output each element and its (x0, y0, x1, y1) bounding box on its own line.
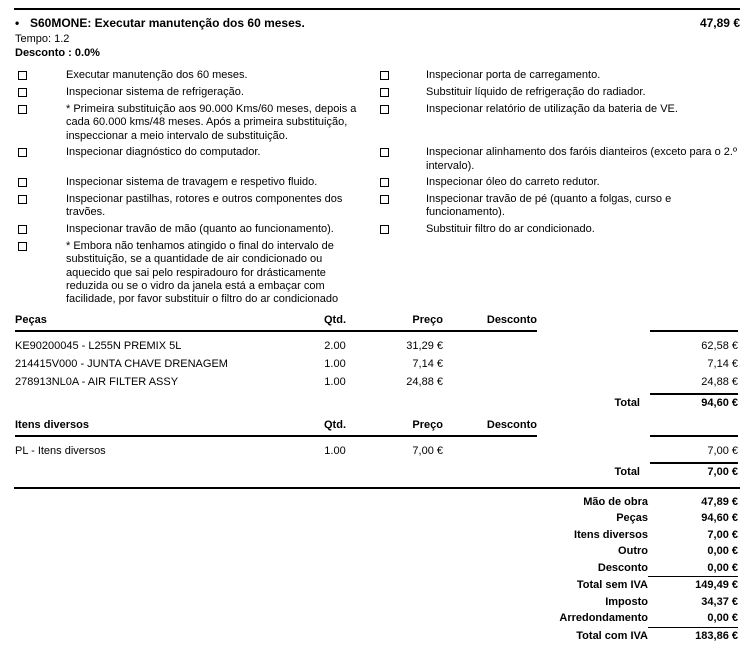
misc-header-name: Itens diversos (15, 418, 89, 431)
summary-row (0, 610, 756, 628)
checklist-item-left: Inspecionar pastilhas, rotores e outros componentes dos travões. (66, 193, 343, 219)
job-price: 47,89 € (699, 16, 740, 30)
checkbox-right[interactable] (380, 195, 389, 204)
summary-value: 34,37 € (701, 595, 738, 608)
checkbox-left[interactable] (18, 148, 27, 157)
top-divider (14, 8, 740, 10)
column-gap (365, 103, 380, 143)
summary-label: Peças (616, 512, 648, 525)
parts-section (0, 313, 756, 412)
summary-row (0, 577, 756, 594)
misc-header-price: Preço (412, 418, 443, 431)
checkbox-right[interactable] (380, 71, 389, 80)
misc-total-label: Total (614, 465, 640, 478)
part-qty: 2.00 (324, 339, 346, 352)
summary-label: Total sem IVA (576, 579, 648, 592)
parts-header-discount: Desconto (486, 313, 537, 326)
checkbox-right[interactable] (380, 225, 389, 234)
summary-value: 7,00 € (707, 528, 738, 541)
checkbox-left[interactable] (18, 105, 27, 114)
parts-rows (0, 337, 756, 391)
summary-row (0, 527, 756, 544)
part-qty: 1.00 (324, 357, 346, 370)
part-discount (443, 373, 537, 391)
misc-header-discount: Desconto (486, 418, 537, 431)
parts-row (0, 373, 756, 391)
summary-label: Total com IVA (576, 629, 648, 642)
summary-value: 149,49 € (695, 579, 738, 592)
column-gap (365, 176, 380, 190)
summary-label: Arredondamento (559, 612, 648, 625)
column-gap (365, 146, 380, 173)
summary-row (0, 543, 756, 560)
checklist-item-left: Inspecionar sistema de travagem e respetivo fluido. (66, 176, 318, 189)
summary-value: 47,89 € (701, 495, 738, 508)
column-gap (365, 223, 380, 237)
parts-header-qty: Qtd. (324, 313, 346, 326)
checkbox-left[interactable] (18, 88, 27, 97)
checklist-item-right: Substituir líquido de refrigeração do radiador. (426, 86, 646, 98)
misc-item-name: PL - Itens diversos (15, 444, 106, 457)
misc-item-amount: 7,00 € (707, 444, 738, 457)
checklist-item-left: * Embora não tenhamos atingido o final do intervalo de substituição, se a quantidade de air condicionado ou aquecido que sai pelo respiradouro for drásticamente reduzida ou se o vidro da janela está a embaçar com facilidade, por favor substituir o filtro do ar condicionado (66, 239, 339, 306)
checklist-item-left: Executar manutenção dos 60 meses. (66, 69, 248, 81)
checkbox-left[interactable] (18, 242, 27, 251)
checklist-row (0, 240, 756, 307)
misc-total-value: 7,00 € (707, 465, 738, 478)
checkbox-right[interactable] (380, 178, 389, 187)
job-discount: Desconto : 0.0% (15, 47, 100, 59)
misc-rows (0, 442, 756, 460)
summary-divider (14, 487, 740, 489)
parts-header-name: Peças (15, 313, 47, 326)
checklist-row (0, 69, 756, 83)
parts-total-row (0, 395, 756, 412)
checklist-item-right: Inspecionar alinhamento dos faróis dianteiros (exceto para o 2.º intervalo). (426, 146, 737, 172)
checklist-row (0, 193, 756, 220)
checkbox-right[interactable] (380, 105, 389, 114)
summary-row (0, 594, 756, 611)
checklist-item-left: Inspecionar diagnóstico do computador. (66, 146, 261, 159)
part-price: 7,14 € (412, 357, 443, 370)
checklist-item-right: Inspecionar relatório de utilização da bateria de VE. (426, 103, 678, 115)
misc-total-row (0, 464, 756, 481)
summary-row (0, 628, 756, 645)
misc-section (0, 418, 756, 481)
checklist-item-left: Inspecionar sistema de refrigeração. (66, 86, 244, 98)
checklist-item-right: Inspecionar travão de pé (quanto a folgas, curso e funcionamento). (426, 193, 672, 219)
part-price: 31,29 € (406, 339, 443, 352)
misc-header-divider (0, 435, 756, 437)
summary-label: Outro (618, 545, 648, 558)
column-gap (365, 69, 380, 83)
bullet-icon: • (15, 16, 20, 30)
checkbox-left[interactable] (18, 71, 27, 80)
checklist-item-left: * Primeira substituição aos 90.000 Kms/60 meses, depois a cada 60.000 kms/48 meses. Após a primeira substituição, inspeccionar a meio intervalo de substituição. (66, 103, 357, 142)
checklist-item-right: Substituir filtro do ar condicionado. (426, 222, 595, 235)
checklist-row (0, 223, 756, 237)
part-amount: 62,58 € (701, 339, 738, 352)
summary-value: 0,00 € (648, 560, 738, 578)
summary-row (0, 560, 756, 578)
part-name: KE90200045 - L255N PREMIX 5L (15, 339, 182, 352)
parts-row (0, 355, 756, 373)
summary-label: Mão de obra (583, 495, 648, 508)
part-discount (443, 337, 537, 355)
checkbox-right[interactable] (380, 88, 389, 97)
summary-value: 94,60 € (701, 512, 738, 525)
parts-total-label: Total (614, 396, 640, 409)
column-gap (365, 86, 380, 100)
misc-header-row (0, 418, 756, 432)
summary-value: 0,00 € (648, 610, 738, 628)
checklist-row (0, 86, 756, 100)
summary-value: 183,86 € (695, 629, 738, 642)
job-title: S60MONE: Executar manutenção dos 60 meses. (30, 16, 305, 30)
checklist-row (0, 103, 756, 143)
part-amount: 24,88 € (701, 375, 738, 388)
summary-row (0, 494, 756, 511)
checkbox-left[interactable] (18, 178, 27, 187)
misc-header-qty: Qtd. (324, 418, 346, 431)
checklist-item-right: Inspecionar porta de carregamento. (426, 69, 601, 81)
part-discount (443, 355, 537, 373)
parts-header-row (0, 313, 756, 327)
maintenance-checklist (0, 69, 756, 307)
checklist-item-right: Inspecionar óleo do carreto redutor. (426, 176, 600, 189)
checklist-row (0, 176, 756, 190)
part-amount: 7,14 € (707, 357, 738, 370)
totals-summary (0, 494, 756, 645)
checklist-item-left: Inspecionar travão de mão (quanto ao funcionamento). (66, 222, 334, 235)
checkbox-left[interactable] (18, 195, 27, 204)
summary-label: Itens diversos (574, 528, 648, 541)
misc-row (0, 442, 756, 460)
part-qty: 1.00 (324, 375, 346, 388)
parts-header-price: Preço (412, 313, 443, 326)
parts-total-value: 94,60 € (701, 396, 738, 409)
misc-item-discount (443, 442, 537, 460)
maintenance-order-document (0, 8, 756, 648)
summary-label: Imposto (605, 595, 648, 608)
summary-label: Desconto (597, 561, 648, 574)
summary-value: 0,00 € (707, 545, 738, 558)
part-name: 278913NL0A - AIR FILTER ASSY (15, 375, 179, 388)
checklist-item-right (426, 240, 740, 307)
checkbox-right[interactable] (380, 148, 389, 157)
summary-row (0, 510, 756, 527)
parts-header-divider (0, 330, 756, 332)
job-header (15, 16, 740, 30)
checklist-row (0, 146, 756, 173)
misc-item-price: 7,00 € (412, 444, 443, 457)
job-time: Tempo: 1.2 (15, 33, 70, 45)
part-name: 214415V000 - JUNTA CHAVE DRENAGEM (15, 357, 228, 370)
misc-item-qty: 1.00 (324, 444, 346, 457)
checkbox-left[interactable] (18, 225, 27, 234)
column-gap (365, 193, 380, 220)
column-gap (365, 240, 380, 307)
part-price: 24,88 € (406, 375, 443, 388)
parts-row (0, 337, 756, 355)
